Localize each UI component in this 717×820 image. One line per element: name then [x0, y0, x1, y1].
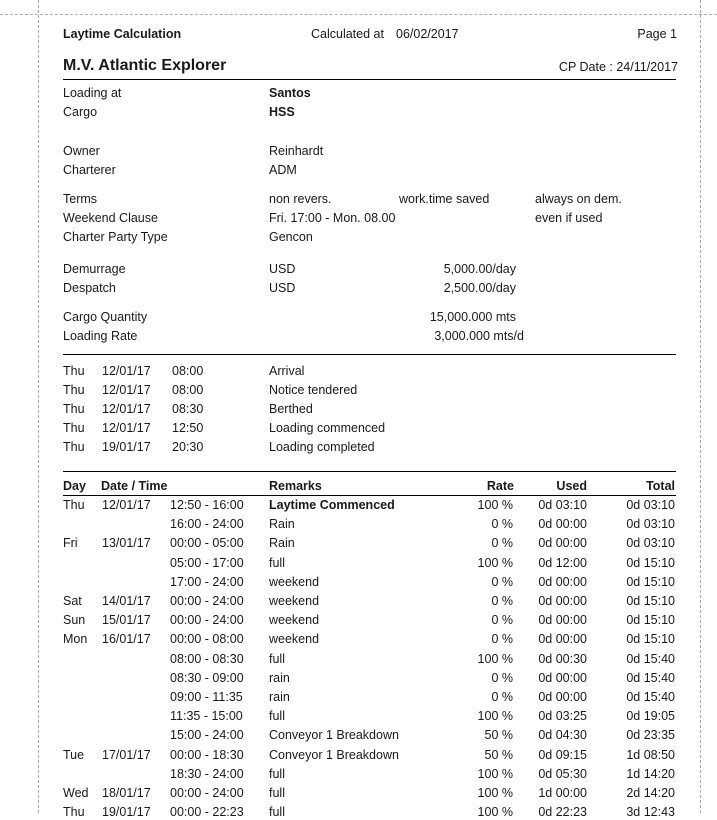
event-time: 08:00 — [172, 364, 204, 378]
demurrage-value: 5,000.00/day — [443, 262, 516, 276]
event-description: Arrival — [269, 364, 305, 378]
event-description: Loading completed — [269, 440, 375, 454]
row-total: 0d 03:10 — [626, 498, 675, 512]
row-total: 2d 14:20 — [626, 786, 675, 800]
header-used: Used — [556, 479, 587, 493]
row-used: 0d 12:00 — [538, 555, 587, 570]
row-rate: 0 % — [491, 670, 513, 685]
page-margin-guide-right — [700, 0, 701, 813]
despatch-label: Despatch — [63, 281, 116, 295]
row-period: 08:30 - 09:00 — [170, 670, 244, 685]
row-period: 18:30 - 24:00 — [170, 766, 244, 781]
event-time: 08:30 — [172, 402, 204, 416]
row-used: 0d 03:10 — [538, 498, 587, 512]
weekend-clause-label: Weekend Clause — [63, 211, 158, 225]
terms-label: Terms — [63, 192, 98, 206]
row-date: 14/01/17 — [102, 594, 151, 608]
terms-value-3: always on dem. — [535, 192, 622, 206]
row-period: 09:00 - 11:35 — [170, 690, 243, 704]
row-date: 18/01/17 — [102, 786, 151, 800]
loading-rate-label: Loading Rate — [63, 329, 138, 343]
row-used: 0d 04:30 — [538, 728, 587, 743]
row-rate: 0 % — [491, 574, 513, 589]
row-rate: 100 % — [477, 651, 513, 666]
row-period: 15:00 - 24:00 — [170, 728, 244, 743]
event-date: 12/01/17 — [102, 383, 151, 397]
row-day: Wed — [63, 786, 89, 800]
demurrage-label: Demurrage — [63, 262, 126, 276]
row-remarks: full — [269, 805, 285, 820]
cargo-quantity-label: Cargo Quantity — [63, 310, 148, 324]
row-used: 0d 09:15 — [538, 747, 587, 762]
row-remarks: full — [269, 786, 285, 800]
row-total: 1d 14:20 — [626, 766, 675, 781]
row-used: 0d 00:30 — [538, 651, 587, 666]
row-remarks: weekend — [269, 632, 320, 647]
loading-value: Santos — [269, 86, 311, 100]
row-period: 17:00 - 24:00 — [170, 574, 244, 589]
row-date: 13/01/17 — [102, 536, 151, 551]
row-remarks: Rain — [269, 536, 295, 551]
row-period: 08:00 - 08:30 — [170, 651, 244, 666]
terms-value-1: non revers. — [269, 192, 332, 206]
row-rate: 0 % — [491, 632, 513, 647]
row-total: 0d 15:10 — [626, 632, 675, 647]
event-date: 12/01/17 — [102, 402, 151, 416]
event-day: Thu — [63, 402, 85, 416]
row-period: 16:00 - 24:00 — [170, 517, 244, 532]
event-date: 12/01/17 — [102, 421, 151, 435]
calculated-date: 06/02/2017 — [396, 27, 459, 41]
owner-value: Reinhardt — [269, 144, 324, 158]
page-number: Page 1 — [637, 27, 677, 41]
row-used: 0d 00:00 — [538, 594, 587, 608]
row-period: 00:00 - 08:00 — [170, 632, 244, 647]
row-used: 0d 00:00 — [538, 517, 587, 532]
row-rate: 100 % — [477, 709, 513, 724]
event-time: 08:00 — [172, 383, 204, 397]
row-remarks: Conveyor 1 Breakdown — [269, 747, 399, 762]
row-period: 00:00 - 05:00 — [170, 536, 244, 551]
row-day: Fri — [63, 536, 78, 551]
row-remarks: full — [269, 555, 285, 570]
event-date: 19/01/17 — [102, 440, 151, 454]
event-description: Loading commenced — [269, 421, 386, 435]
row-period: 11:35 - 15:00 — [170, 709, 243, 724]
table-header-rule — [63, 495, 676, 496]
despatch-currency: USD — [269, 281, 296, 295]
despatch-value: 2,500.00/day — [443, 281, 516, 295]
row-period: 12:50 - 16:00 — [170, 498, 244, 512]
row-rate: 50 % — [484, 728, 513, 743]
vessel-name: M.V. Atlantic Explorer — [63, 57, 227, 74]
row-rate: 0 % — [491, 536, 513, 551]
row-remarks: rain — [269, 670, 290, 685]
row-day: Thu — [63, 498, 85, 512]
row-day: Mon — [63, 632, 88, 647]
weekend-clause-value: Fri. 17:00 - Mon. 08.00 — [269, 211, 396, 225]
row-day: Tue — [63, 747, 85, 762]
row-rate: 0 % — [491, 594, 513, 608]
header-rule — [63, 79, 676, 80]
charterer-value: ADM — [269, 163, 297, 177]
row-remarks: full — [269, 651, 285, 666]
weekend-clause-value-2: even if used — [535, 211, 603, 225]
row-used: 0d 03:25 — [538, 709, 587, 724]
row-rate: 100 % — [477, 766, 513, 781]
cp-type-value: Gencon — [269, 230, 313, 244]
row-date: 12/01/17 — [102, 498, 151, 512]
row-used: 0d 00:00 — [538, 574, 587, 589]
loading-label: Loading at — [63, 86, 122, 100]
row-used: 0d 05:30 — [538, 766, 587, 781]
row-date: 17/01/17 — [102, 747, 151, 762]
terms-value-2: work.time saved — [399, 192, 490, 206]
row-date: 15/01/17 — [102, 613, 151, 628]
row-date: 19/01/17 — [102, 805, 151, 820]
event-day: Thu — [63, 383, 85, 397]
events-rule — [63, 471, 676, 472]
event-date: 12/01/17 — [102, 364, 151, 378]
event-day: Thu — [63, 440, 85, 454]
row-period: 00:00 - 22:23 — [170, 805, 244, 820]
row-remarks: Conveyor 1 Breakdown — [269, 728, 399, 743]
event-time: 20:30 — [172, 440, 204, 454]
header-rate: Rate — [486, 479, 514, 493]
row-total: 0d 15:40 — [626, 690, 675, 704]
row-rate: 100 % — [477, 498, 513, 512]
cp-date: CP Date : 24/11/2017 — [558, 60, 678, 74]
row-date: 16/01/17 — [102, 632, 151, 647]
page-margin-guide-left — [38, 0, 39, 813]
report-title: Laytime Calculation — [63, 27, 182, 41]
row-total: 1d 08:50 — [626, 747, 675, 762]
row-period: 00:00 - 24:00 — [170, 613, 244, 628]
row-total: 0d 15:10 — [626, 594, 675, 608]
page-margin-guide-top — [0, 14, 717, 15]
row-used: 0d 00:00 — [538, 613, 587, 628]
row-total: 0d 15:10 — [626, 574, 675, 589]
event-description: Berthed — [269, 402, 313, 416]
header-remarks: Remarks — [269, 479, 322, 493]
row-rate: 0 % — [491, 517, 513, 532]
row-remarks: rain — [269, 690, 290, 704]
row-used: 1d 00:00 — [538, 786, 587, 800]
row-remarks: weekend — [269, 613, 320, 628]
row-remarks: weekend — [269, 594, 320, 608]
row-period: 00:00 - 18:30 — [170, 747, 244, 762]
row-rate: 100 % — [477, 805, 513, 820]
row-rate: 100 % — [477, 786, 513, 800]
row-total: 0d 15:10 — [626, 555, 675, 570]
row-total: 0d 23:35 — [626, 728, 675, 743]
row-period: 05:00 - 17:00 — [170, 555, 244, 570]
row-day: Thu — [63, 805, 85, 820]
event-description: Notice tendered — [269, 383, 358, 397]
row-used: 0d 00:00 — [538, 632, 587, 647]
row-remarks: full — [269, 766, 285, 781]
cp-type-label: Charter Party Type — [63, 230, 168, 244]
header-total: Total — [646, 479, 675, 493]
row-rate: 0 % — [491, 690, 513, 704]
row-used: 0d 22:23 — [538, 805, 587, 820]
header-datetime: Date / Time — [101, 479, 168, 493]
event-time: 12:50 — [172, 421, 204, 435]
cargo-quantity-value: 15,000.000 mts — [429, 310, 516, 324]
row-rate: 100 % — [477, 555, 513, 570]
event-day: Thu — [63, 421, 85, 435]
row-day: Sat — [63, 594, 82, 608]
row-total: 0d 03:10 — [626, 536, 675, 551]
row-used: 0d 00:00 — [538, 536, 587, 551]
charterer-label: Charterer — [63, 163, 116, 177]
cargo-label: Cargo — [63, 105, 98, 119]
row-remarks: Laytime Commenced — [269, 498, 395, 512]
row-period: 00:00 - 24:00 — [170, 594, 244, 608]
row-rate: 50 % — [484, 747, 513, 762]
row-remarks: full — [269, 709, 285, 724]
row-rate: 0 % — [491, 613, 513, 628]
row-remarks: weekend — [269, 574, 320, 589]
row-total: 0d 19:05 — [626, 709, 675, 724]
row-period: 00:00 - 24:00 — [170, 786, 244, 800]
loading-rate-value: 3,000.000 mts/d — [434, 329, 524, 343]
header-day: Day — [63, 479, 86, 493]
row-used: 0d 00:00 — [538, 670, 587, 685]
demurrage-currency: USD — [269, 262, 296, 276]
cargo-value: HSS — [269, 105, 295, 119]
row-used: 0d 00:00 — [538, 690, 587, 704]
row-total: 0d 15:40 — [626, 670, 675, 685]
owner-label: Owner — [63, 144, 100, 158]
row-day: Sun — [63, 613, 86, 628]
info-rule — [63, 354, 676, 355]
event-day: Thu — [63, 364, 85, 378]
row-total: 0d 15:10 — [626, 613, 675, 628]
calculated-label: Calculated at — [311, 27, 384, 41]
row-total: 0d 03:10 — [626, 517, 675, 532]
row-total: 3d 12:43 — [626, 805, 675, 820]
row-total: 0d 15:40 — [626, 651, 675, 666]
row-remarks: Rain — [269, 517, 295, 532]
